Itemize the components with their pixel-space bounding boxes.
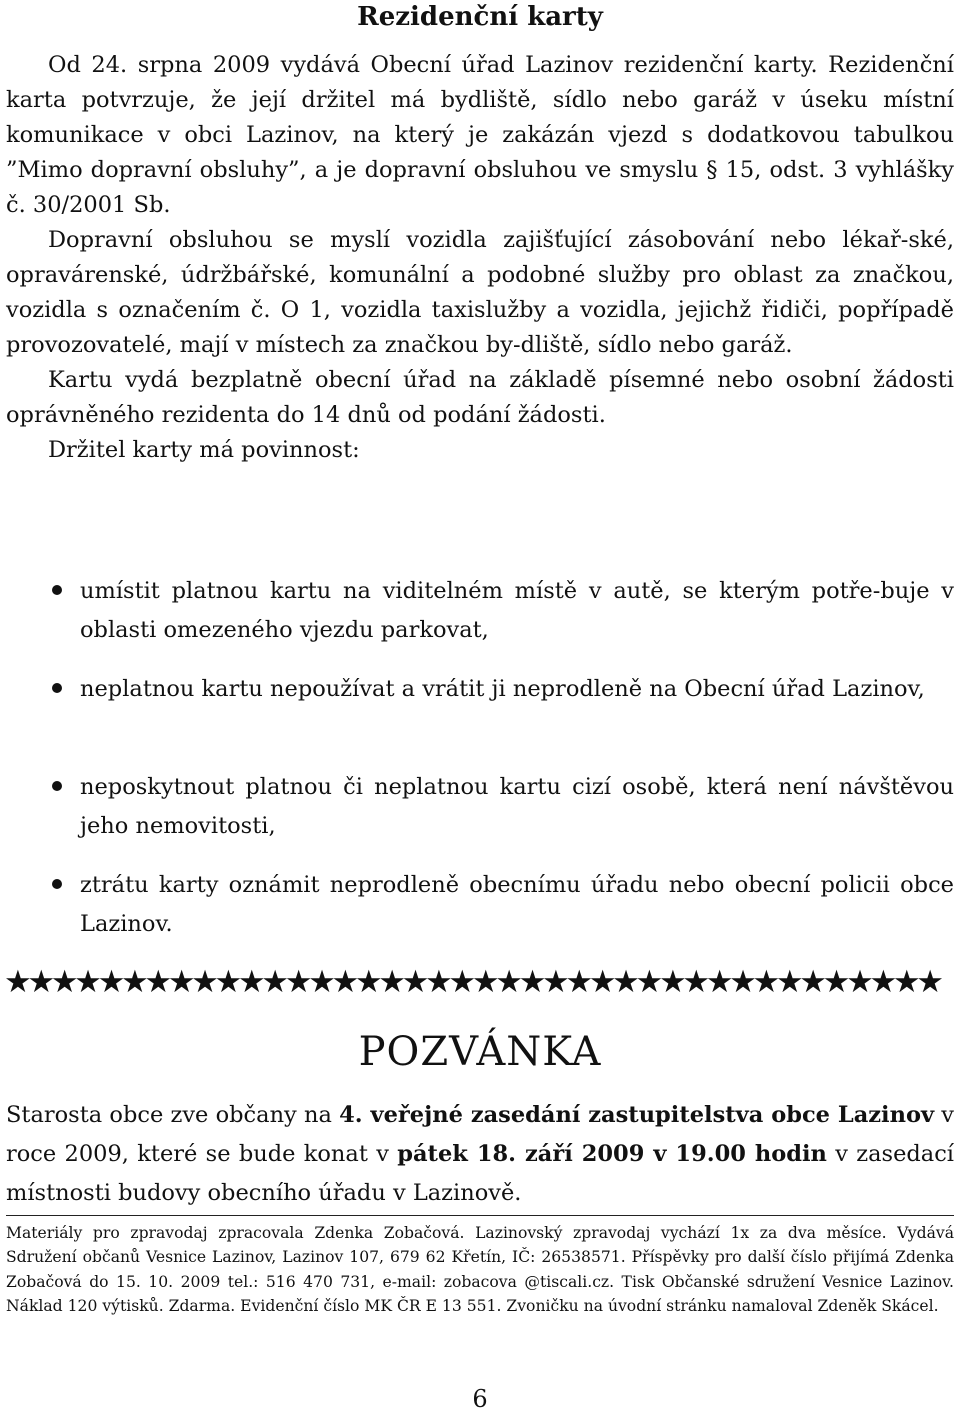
list-item — [6, 572, 954, 650]
duty-text: neposkytnout platnou či neplatnou kartu cizí osobě, která není návštěvou jeho nemovitosti, — [80, 774, 954, 839]
invitation-text — [6, 1096, 954, 1213]
bullet-icon — [52, 879, 62, 889]
colophon: Materiály pro zpravodaj zpracovala Zdenka Zobačová. Lazinovský zpravodaj vychází 1x za dva měsíce. Vydává Sdružení občanů Vesnice Lazinov, Lazinov 107, 679 62 Křetín, IČ: 26538571. Příspěvky pro další číslo přijímá Zdenka Zobačová do 15. 10. 2009 tel.: 516 470 731, e-mail: zobacova @tiscali.cz. Tisk Občanské sdružení Vesnice Lazinov. Náklad 120 výtisků. Zdarma. Evidenční číslo MK ČR E 13 551. Zvoničku na úvodní stránku namaloval Zdeněk Skácel. — [6, 1224, 954, 1315]
bullet-icon — [52, 585, 62, 595]
star-separator: ★★★★★★★★★★★★★★★★★★★★★★★★★★★★★★★★★★★★★★★★ — [4, 964, 940, 1000]
paragraph-duties-intro: Držitel karty má povinnost: — [48, 437, 360, 463]
resident-cards-article — [6, 48, 954, 468]
list-item — [6, 670, 954, 709]
invitation-title: POZVÁNKA — [358, 1029, 602, 1075]
duty-text: umístit platnou kartu na viditelném místě v autě, se kterým potře-buje v oblasti omezeného vjezdu parkovat, — [80, 578, 954, 643]
bullet-icon — [52, 781, 62, 791]
invitation-text-2: v roce 2009, které se bude konat v — [6, 1102, 954, 1167]
page-number: 6 — [472, 1385, 488, 1413]
list-item — [6, 768, 954, 846]
paragraph-intro: Od 24. srpna 2009 vydává Obecní úřad Lazinov rezidenční karty. Rezidenční karta potvrzuje, že její držitel má bydliště, sídlo nebo garáž v úseku místní komunikace v obci Lazinov, na který je zakázán vjezd s dodatkovou tabulkou ”Mimo dopravní obsluhy”, a je dopravní obsluhou ve smyslu § 15, odst. 3 vyhlášky č. 30/2001 Sb. — [6, 52, 954, 218]
invitation-datetime: pátek 18. září 2009 v 19.00 hodin — [397, 1141, 827, 1167]
paragraph-service-definition: Dopravní obsluhou se myslí vozidla zajišťující zásobování nebo lékař-ské, opravárenské, údržbářské, komunální a podobné služby pro oblast za značkou, vozidla s označením č. O 1, vozidla taxislužby a vozidla, jejichž řidiči, popřípadě provozovatelé, mají v místech za značkou by-dliště, sídlo nebo garáž. — [6, 227, 954, 358]
invitation-text-1: Starosta obce zve občany na — [6, 1102, 340, 1128]
duty-text: neplatnou kartu nepoužívat a vrátit ji neprodleně na Obecní úřad Lazinov, — [80, 676, 925, 702]
list-item — [6, 866, 954, 944]
invitation-meeting: 4. veřejné zasedání zastupitelstva obce Lazinov — [339, 1102, 935, 1128]
footer-divider — [6, 1215, 954, 1216]
invitation-text-3: v zasedací místnosti budovy obecního úřadu v Lazinově. — [6, 1141, 954, 1206]
section-heading: Rezidenční karty — [357, 2, 603, 32]
duty-text: ztrátu karty oznámit neprodleně obecnímu úřadu nebo obecní policii obce Lazinov. — [80, 872, 954, 937]
bullet-icon — [52, 683, 62, 693]
paragraph-issuance: Kartu vydá bezplatně obecní úřad na základě písemné nebo osobní žádosti oprávněného rezidenta do 14 dnů od podání žádosti. — [6, 367, 954, 428]
